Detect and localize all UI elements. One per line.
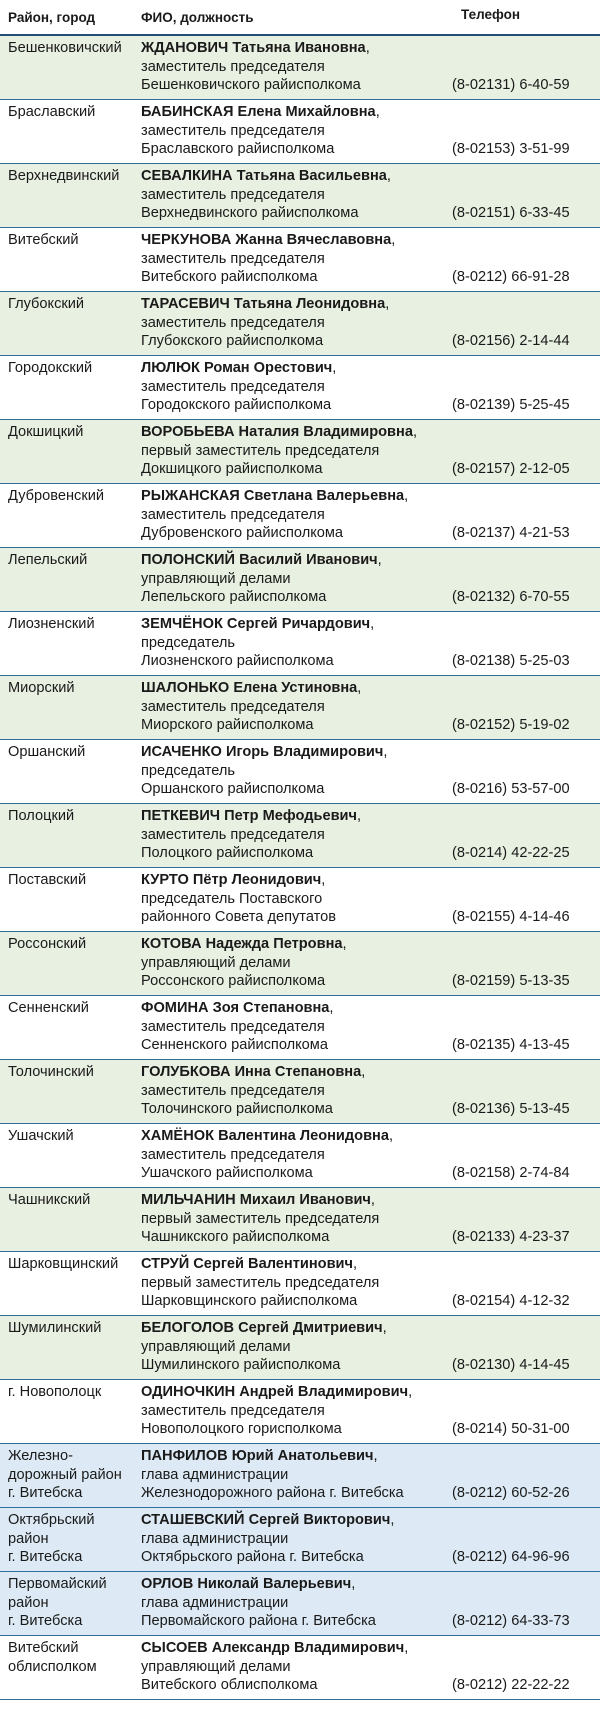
person-given-name: Александр Владимирович: [211, 1640, 405, 1656]
district-cell: [0, 295, 136, 355]
person-name: КУРТО Пётр Леонидович,: [141, 872, 326, 888]
position-line: заместитель председателя: [141, 698, 325, 715]
position-line: председатель: [141, 762, 236, 779]
district-cell: [0, 1255, 136, 1315]
phone-number: (8-02135) 4-13-45: [452, 1036, 570, 1053]
position-line: управляющий делами: [141, 570, 291, 587]
phone-cell: [448, 551, 600, 611]
position-line: Октябрьского района г. Витебска: [141, 1549, 364, 1565]
person-surname: КОТОВА: [141, 936, 202, 952]
phone-cell: [448, 615, 600, 675]
district-line: Поставский: [8, 872, 87, 888]
person-name: ПЕТКЕВИЧ Петр Мефодьевич,: [141, 808, 362, 824]
person-given-name: Сергей Валентинович: [193, 1256, 353, 1272]
person-name: ВОРОБЬЕВА Наталия Владимировна,: [141, 424, 418, 440]
district-line: район: [8, 1530, 49, 1547]
phone-number: (8-02133) 4-23-37: [452, 1228, 570, 1245]
position-line: заместитель председателя: [141, 506, 325, 523]
phone-number: (8-02136) 5-13-45: [452, 1100, 570, 1117]
position-line: Глубокского райисполкома: [141, 333, 324, 349]
district-cell: [0, 1319, 136, 1379]
position-line: Витебского облисполкома: [141, 1677, 318, 1693]
phone-cell: [448, 423, 600, 483]
position-line: заместитель председателя: [141, 378, 325, 395]
person-name: ОДИНОЧКИН Андрей Владимирович,: [141, 1384, 413, 1400]
district-line: Чашникский: [8, 1192, 91, 1208]
table-row: [0, 1316, 600, 1380]
phone-number: (8-02158) 2-74-84: [452, 1164, 570, 1181]
person-given-name: Жанна Вячеславовна: [235, 232, 392, 248]
phone-cell: [448, 1511, 600, 1571]
phone-number: (8-02152) 5-19-02: [452, 716, 570, 733]
district-line: Россонский: [8, 936, 87, 952]
header-phone: Телефон: [461, 7, 521, 22]
position-line: Сенненского райисполкома: [141, 1037, 328, 1053]
position-line: заместитель председателя: [141, 314, 325, 331]
district-line: Витебский: [8, 232, 79, 248]
phone-number: (8-0214) 42-22-25: [452, 844, 570, 861]
person-name: ОРЛОВ Николай Валерьевич,: [141, 1576, 356, 1592]
position-line: председатель: [141, 634, 236, 651]
person-given-name: Роман Орестович: [204, 360, 333, 376]
person-name: МИЛЬЧАНИН Михаил Иванович,: [141, 1192, 375, 1208]
person-given-name: Светлана Валерьевна: [243, 488, 405, 504]
district-cell: [0, 423, 136, 483]
district-line: дорожный район: [8, 1466, 122, 1483]
phone-cell: [448, 1383, 600, 1443]
table-row: [0, 356, 600, 420]
district-line: облисполком: [8, 1658, 97, 1675]
fio-cell: [136, 1319, 448, 1379]
person-surname: ЗЕМЧЁНОК: [141, 616, 223, 632]
person-given-name: Василий Иванович: [239, 552, 378, 568]
person-surname: ТАРАСЕВИЧ: [141, 296, 230, 312]
fio-cell: [136, 743, 448, 803]
district-line: Толочинский: [8, 1064, 94, 1080]
phone-number: (8-0216) 53-57-00: [452, 780, 570, 797]
district-line: Шарковщинский: [8, 1256, 119, 1272]
person-surname: ОРЛОВ: [141, 1576, 194, 1592]
table-row: [0, 484, 600, 548]
table-row: [0, 548, 600, 612]
table-row: [0, 1508, 600, 1572]
table-row: [0, 1444, 600, 1508]
district-cell: [0, 167, 136, 227]
person-surname: СЫСОЕВ: [141, 1640, 208, 1656]
phone-cell: [448, 807, 600, 867]
person-name: ПАНФИЛОВ Юрий Анатольевич,: [141, 1448, 378, 1464]
person-given-name: Игорь Владимирович: [225, 744, 384, 760]
fio-cell: [136, 103, 448, 163]
person-surname: ХАМЁНОК: [141, 1128, 214, 1144]
phone-number: (8-0212) 66-91-28: [452, 268, 570, 285]
phone-number: (8-02159) 5-13-35: [452, 972, 570, 989]
table-row: [0, 1188, 600, 1252]
person-name: СТАШЕВСКИЙ Сергей Викторович,: [141, 1512, 395, 1528]
position-line: заместитель председателя: [141, 1018, 325, 1035]
person-name: СЫСОЕВ Александр Владимирович,: [141, 1640, 409, 1656]
person-given-name: Сергей Дмитриевич: [238, 1320, 383, 1336]
district-cell: [0, 1383, 136, 1443]
table-row: [0, 804, 600, 868]
district-line: Ушачский: [8, 1128, 74, 1144]
position-line: Россонского райисполкома: [141, 973, 326, 989]
contacts-table: [0, 36, 600, 1700]
person-surname: МИЛЬЧАНИН: [141, 1192, 236, 1208]
position-line: заместитель председателя: [141, 186, 325, 203]
person-name: ШАЛОНЬКО Елена Устиновна,: [141, 680, 362, 696]
person-surname: ИСАЧЕНКО: [141, 744, 222, 760]
phone-cell: [448, 1575, 600, 1635]
fio-cell: [136, 231, 448, 291]
phone-cell: [448, 167, 600, 227]
person-surname: СЕВАЛКИНА: [141, 168, 233, 184]
table-row: [0, 1380, 600, 1444]
district-cell: [0, 359, 136, 419]
fio-cell: [136, 615, 448, 675]
person-name: ПОЛОНСКИЙ Василий Иванович,: [141, 552, 382, 568]
position-line: заместитель председателя: [141, 250, 325, 267]
person-given-name: Елена Михайловна: [237, 104, 376, 120]
fio-cell: [136, 1191, 448, 1251]
district-line: Полоцкий: [8, 808, 75, 824]
district-line: Первомайский: [8, 1576, 107, 1592]
district-cell: [0, 103, 136, 163]
table-row: [0, 1060, 600, 1124]
district-line: Докшицкий: [8, 424, 84, 440]
position-line: Новополоцкого горисполкома: [141, 1421, 342, 1437]
position-line: председатель Поставского: [141, 890, 323, 907]
district-line: г. Новополоцк: [8, 1384, 102, 1400]
district-line: Шумилинский: [8, 1320, 102, 1336]
position-line: заместитель председателя: [141, 1402, 325, 1419]
header-district: Район, город: [8, 9, 96, 25]
table-row: [0, 36, 600, 100]
district-cell: [0, 1063, 136, 1123]
person-given-name: Зоя Степановна: [212, 1000, 330, 1016]
fio-cell: [136, 423, 448, 483]
person-given-name: Татьяна Васильевна: [236, 168, 387, 184]
table-row: [0, 996, 600, 1060]
person-name: КОТОВА Надежда Петровна,: [141, 936, 347, 952]
table-row: [0, 164, 600, 228]
position-line: Оршанского райисполкома: [141, 781, 325, 797]
position-line: Первомайского района г. Витебска: [141, 1613, 376, 1629]
fio-cell: [136, 679, 448, 739]
person-name: ТАРАСЕВИЧ Татьяна Леонидовна,: [141, 296, 390, 312]
table-row: [0, 1636, 600, 1700]
fio-cell: [136, 167, 448, 227]
phone-number: (8-0212) 60-52-26: [452, 1484, 570, 1501]
position-line: управляющий делами: [141, 1658, 291, 1675]
phone-cell: [448, 679, 600, 739]
table-row: [0, 1124, 600, 1188]
district-cell: [0, 231, 136, 291]
person-name: ХАМЁНОК Валентина Леонидовна,: [141, 1128, 394, 1144]
phone-cell: [448, 39, 600, 99]
fio-cell: [136, 807, 448, 867]
district-line: Октябрьский: [8, 1512, 95, 1528]
position-line: заместитель председателя: [141, 58, 325, 75]
phone-number: (8-0212) 22-22-22: [452, 1676, 570, 1693]
position-line: заместитель председателя: [141, 122, 325, 139]
person-given-name: Сергей Ричардович: [226, 616, 371, 632]
position-line: глава администрации: [141, 1466, 289, 1483]
person-name: СЕВАЛКИНА Татьяна Васильевна,: [141, 168, 391, 184]
fio-cell: [136, 999, 448, 1059]
district-line: Железно-: [8, 1448, 73, 1464]
phone-number: (8-0212) 64-96-96: [452, 1548, 570, 1565]
person-given-name: Татьяна Ивановна: [232, 40, 366, 56]
table-row: [0, 228, 600, 292]
phone-cell: [448, 295, 600, 355]
phone-number: (8-02155) 4-14-46: [452, 908, 570, 925]
phone-cell: [448, 1127, 600, 1187]
district-cell: [0, 743, 136, 803]
person-surname: ПОЛОНСКИЙ: [141, 552, 236, 568]
fio-cell: [136, 935, 448, 995]
person-given-name: Инна Степановна: [234, 1064, 362, 1080]
district-line: Сенненский: [8, 1000, 89, 1016]
person-name: ИСАЧЕНКО Игорь Владимирович,: [141, 744, 388, 760]
district-cell: [0, 39, 136, 99]
fio-cell: [136, 1255, 448, 1315]
phone-cell: [448, 487, 600, 547]
person-surname: ОДИНОЧКИН: [141, 1384, 236, 1400]
table-row: [0, 676, 600, 740]
district-cell: [0, 807, 136, 867]
position-line: Миорского райисполкома: [141, 717, 314, 733]
fio-cell: [136, 487, 448, 547]
table-header: [0, 0, 600, 36]
fio-cell: [136, 1575, 448, 1635]
position-line: Шумилинского райисполкома: [141, 1357, 341, 1373]
phone-cell: [448, 1447, 600, 1507]
person-surname: РЫЖАНСКАЯ: [141, 488, 240, 504]
phone-number: (8-02139) 5-25-45: [452, 396, 570, 413]
district-line: Глубокский: [8, 296, 85, 312]
table-row: [0, 1252, 600, 1316]
phone-cell: [448, 103, 600, 163]
person-name: БАБИНСКАЯ Елена Михайловна,: [141, 104, 380, 120]
district-cell: [0, 615, 136, 675]
person-given-name: Петр Мефодьевич: [224, 808, 357, 824]
position-line: Браславского райисполкома: [141, 141, 335, 157]
person-surname: ПАНФИЛОВ: [141, 1448, 228, 1464]
fio-cell: [136, 1383, 448, 1443]
person-given-name: Валентина Леонидовна: [218, 1128, 389, 1144]
person-surname: ЧЕРКУНОВА: [141, 232, 232, 248]
position-line: первый заместитель председателя: [141, 1210, 380, 1227]
district-cell: [0, 487, 136, 547]
person-surname: ФОМИНА: [141, 1000, 209, 1016]
position-line: Толочинского райисполкома: [141, 1101, 333, 1117]
person-name: ЖДАНОВИЧ Татьяна Ивановна,: [141, 40, 370, 56]
phone-number: (8-02151) 6-33-45: [452, 204, 570, 221]
person-name: СТРУЙ Сергей Валентинович,: [141, 1256, 358, 1272]
phone-cell: [448, 231, 600, 291]
fio-cell: [136, 1511, 448, 1571]
position-line: управляющий делами: [141, 1338, 291, 1355]
district-cell: [0, 1511, 136, 1571]
phone-cell: [448, 999, 600, 1059]
phone-cell: [448, 935, 600, 995]
district-cell: [0, 679, 136, 739]
phone-number: (8-02138) 5-25-03: [452, 652, 570, 669]
district-line: Лиозненский: [8, 616, 95, 632]
position-line: Железнодорожного района г. Витебска: [141, 1485, 404, 1501]
person-name: БЕЛОГОЛОВ Сергей Дмитриевич,: [141, 1320, 387, 1336]
phone-number: (8-0212) 64-33-73: [452, 1612, 570, 1629]
district-line: г. Витебска: [8, 1549, 83, 1565]
person-surname: СТАШЕВСКИЙ: [141, 1512, 245, 1528]
person-name: ГОЛУБКОВА Инна Степановна,: [141, 1064, 366, 1080]
district-cell: [0, 1127, 136, 1187]
header-fio: ФИО, должность: [141, 9, 254, 25]
fio-cell: [136, 1127, 448, 1187]
district-line: район: [8, 1594, 49, 1611]
phone-cell: [448, 359, 600, 419]
person-name: ФОМИНА Зоя Степановна,: [141, 1000, 334, 1016]
position-line: заместитель председателя: [141, 826, 325, 843]
position-line: Полоцкого райисполкома: [141, 845, 314, 861]
district-cell: [0, 551, 136, 611]
fio-cell: [136, 1063, 448, 1123]
phone-cell: [448, 1191, 600, 1251]
position-line: управляющий делами: [141, 954, 291, 971]
phone-number: (8-02132) 6-70-55: [452, 588, 570, 605]
table-row: [0, 868, 600, 932]
person-given-name: Пётр Леонидович: [192, 872, 322, 888]
position-line: первый заместитель председателя: [141, 1274, 380, 1291]
person-given-name: Сергей Викторович: [248, 1512, 391, 1528]
table-row: [0, 932, 600, 996]
phone-number: (8-02154) 4-12-32: [452, 1292, 570, 1309]
district-line: Витебский: [8, 1640, 79, 1656]
person-name: ЧЕРКУНОВА Жанна Вячеславовна,: [141, 232, 396, 248]
district-line: Оршанский: [8, 744, 86, 760]
position-line: Докшицкого райисполкома: [141, 461, 323, 477]
district-cell: [0, 1447, 136, 1507]
district-line: Бешенковичский: [8, 40, 122, 56]
person-given-name: Михаил Иванович: [239, 1192, 371, 1208]
phone-cell: [448, 1319, 600, 1379]
position-line: Верхнедвинского райисполкома: [141, 205, 359, 221]
phone-number: (8-02153) 3-51-99: [452, 140, 570, 157]
fio-cell: [136, 295, 448, 355]
table-row: [0, 1572, 600, 1636]
position-line: Бешенковичского райисполкома: [141, 77, 361, 93]
person-surname: СТРУЙ: [141, 1256, 190, 1272]
person-given-name: Наталия Владимировна: [238, 424, 413, 440]
position-line: районного Совета депутатов: [141, 909, 337, 925]
phone-number: (8-0214) 50-31-00: [452, 1420, 570, 1437]
position-line: Городокского райисполкома: [141, 397, 332, 413]
person-surname: ГОЛУБКОВА: [141, 1064, 231, 1080]
table-row: [0, 100, 600, 164]
district-line: Лепельский: [8, 552, 88, 568]
position-line: Чашникского райисполкома: [141, 1229, 330, 1245]
phone-cell: [448, 871, 600, 931]
phone-cell: [448, 1639, 600, 1699]
fio-cell: [136, 871, 448, 931]
fio-cell: [136, 1447, 448, 1507]
position-line: Шарковщинского райисполкома: [141, 1293, 358, 1309]
person-surname: ПЕТКЕВИЧ: [141, 808, 221, 824]
fio-cell: [136, 39, 448, 99]
person-surname: ВОРОБЬЕВА: [141, 424, 235, 440]
person-surname: БАБИНСКАЯ: [141, 104, 234, 120]
fio-cell: [136, 359, 448, 419]
district-line: Верхнедвинский: [8, 168, 120, 184]
district-line: Миорский: [8, 680, 75, 696]
table-row: [0, 612, 600, 676]
phone-number: (8-02137) 4-21-53: [452, 524, 570, 541]
district-line: г. Витебска: [8, 1485, 83, 1501]
position-line: Ушачского райисполкома: [141, 1165, 313, 1181]
position-line: глава администрации: [141, 1530, 289, 1547]
person-name: РЫЖАНСКАЯ Светлана Валерьевна,: [141, 488, 409, 504]
position-line: заместитель председателя: [141, 1146, 325, 1163]
position-line: Витебского райисполкома: [141, 269, 318, 285]
fio-cell: [136, 551, 448, 611]
person-given-name: Елена Устиновна: [233, 680, 358, 696]
table-row: [0, 740, 600, 804]
phone-number: (8-02157) 2-12-05: [452, 460, 570, 477]
district-line: Браславский: [8, 104, 96, 120]
district-cell: [0, 999, 136, 1059]
phone-number: (8-02131) 6-40-59: [452, 76, 570, 93]
person-name: ЛЮЛЮК Роман Орестович,: [141, 360, 337, 376]
phone-cell: [448, 1063, 600, 1123]
phone-cell: [448, 743, 600, 803]
phone-number: (8-02156) 2-14-44: [452, 332, 570, 349]
position-line: заместитель председателя: [141, 1082, 325, 1099]
person-name: ЗЕМЧЁНОК Сергей Ричардович,: [141, 616, 375, 632]
person-given-name: Юрий Анатольевич: [231, 1448, 374, 1464]
district-line: Городокский: [8, 360, 93, 376]
person-given-name: Николай Валерьевич: [197, 1576, 352, 1592]
district-cell: [0, 1191, 136, 1251]
district-cell: [0, 935, 136, 995]
district-cell: [0, 1575, 136, 1635]
table-row: [0, 420, 600, 484]
table-row: [0, 292, 600, 356]
position-line: глава администрации: [141, 1594, 289, 1611]
position-line: Лепельского райисполкома: [141, 589, 327, 605]
person-surname: КУРТО: [141, 872, 189, 888]
district-cell: [0, 1639, 136, 1699]
person-given-name: Андрей Владимирович: [239, 1384, 409, 1400]
person-given-name: Татьяна Леонидовна: [233, 296, 386, 312]
district-cell: [0, 871, 136, 931]
phone-cell: [448, 1255, 600, 1315]
person-surname: ШАЛОНЬКО: [141, 680, 230, 696]
person-surname: БЕЛОГОЛОВ: [141, 1320, 235, 1336]
district-line: Дубровенский: [8, 488, 105, 504]
position-line: Дубровенского райисполкома: [141, 525, 344, 541]
position-line: первый заместитель председателя: [141, 442, 380, 459]
fio-cell: [136, 1639, 448, 1699]
person-given-name: Надежда Петровна: [205, 936, 343, 952]
position-line: Лиозненского райисполкома: [141, 653, 334, 669]
district-line: г. Витебска: [8, 1613, 83, 1629]
phone-number: (8-02130) 4-14-45: [452, 1356, 570, 1373]
person-surname: ЖДАНОВИЧ: [141, 40, 229, 56]
person-surname: ЛЮЛЮК: [141, 360, 200, 376]
